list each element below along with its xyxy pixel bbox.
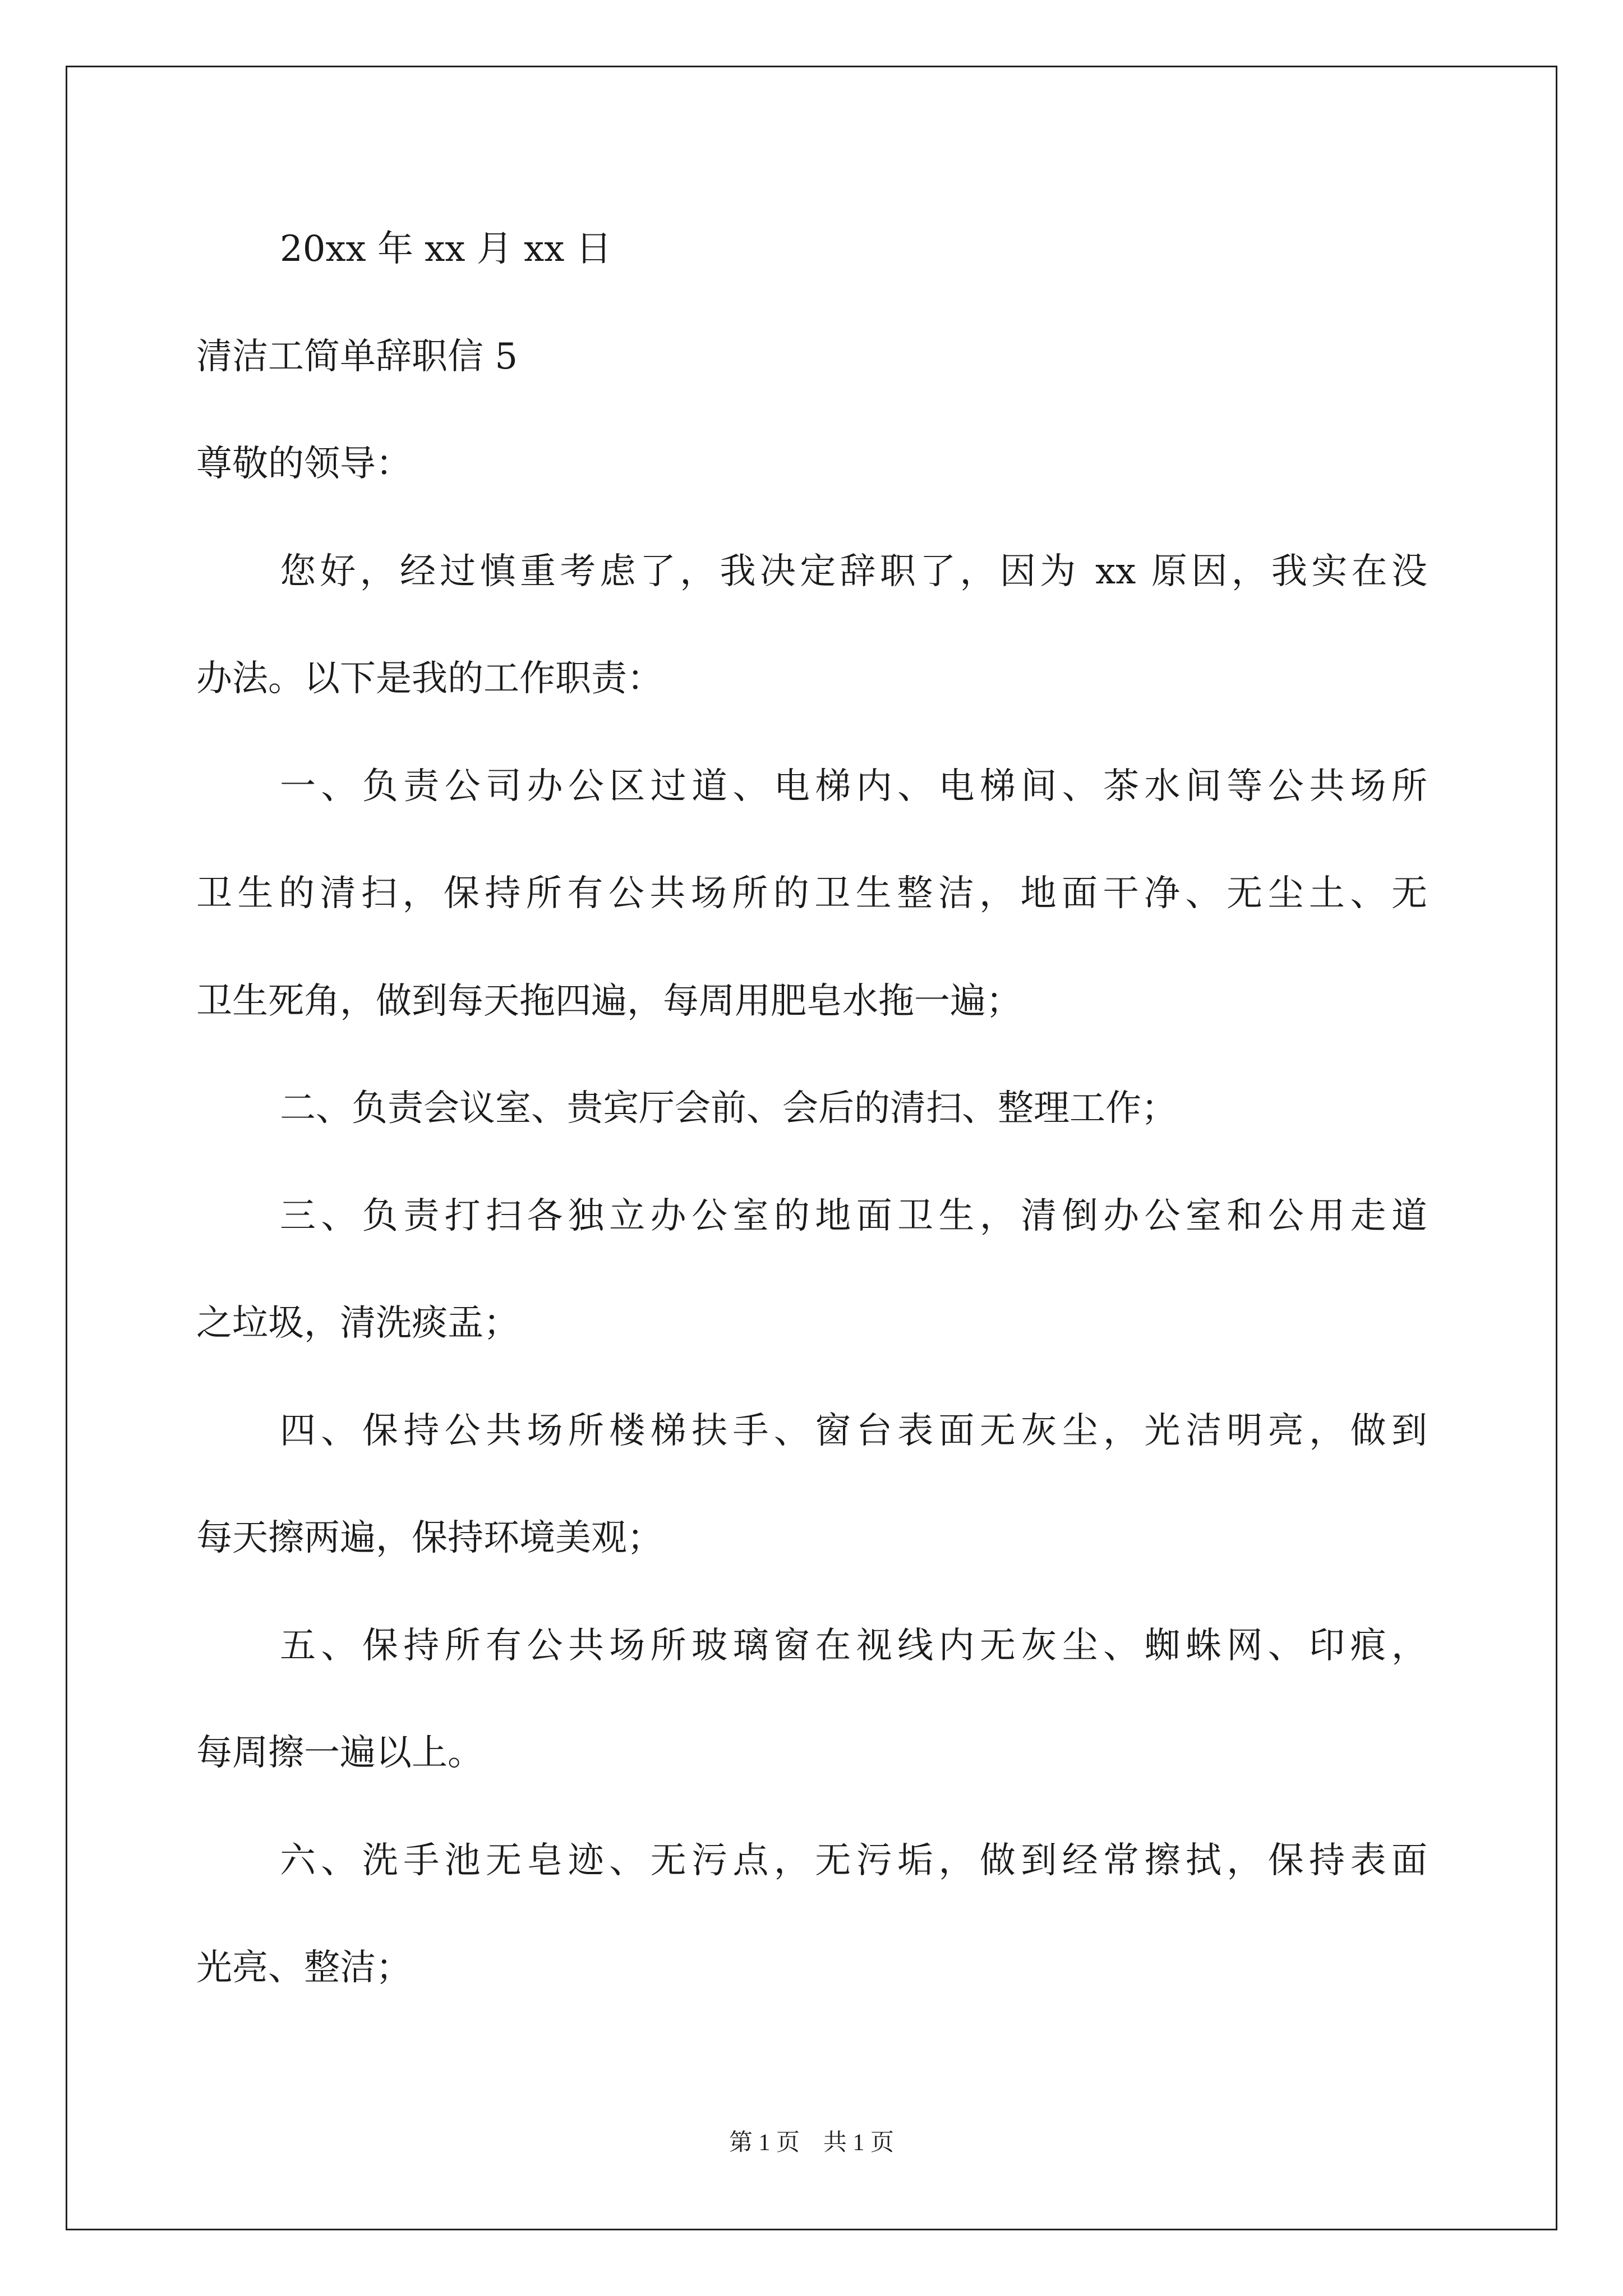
date-line: 20xx 年 xx 月 xx 日 — [280, 228, 612, 270]
paragraph-line: 二、负责会议室、贵宾厅会前、会后的清扫、整理工作； — [280, 1088, 1177, 1129]
paragraph-line: 卫生的清扫，保持所有公共场所的卫生整洁，地面干净、无尘土、无 — [196, 873, 1427, 914]
paragraph-line: 每天擦两遍，保持环境美观； — [196, 1517, 663, 1559]
paragraph-line: 之垃圾，清洗痰盂； — [196, 1303, 519, 1344]
paragraph-line: 三、负责打扫各独立办公室的地面卫生，清倒办公室和公用走道 — [280, 1195, 1427, 1237]
paragraph-line: 办法。以下是我的工作职责： — [196, 658, 663, 700]
salutation: 尊敬的领导： — [196, 443, 412, 485]
page-border — [66, 66, 1557, 2230]
paragraph-line: 一、负责公司办公区过道、电梯内、电梯间、茶水间等公共场所 — [280, 766, 1427, 807]
paragraph-line: 您好，经过慎重考虑了，我决定辞职了，因为 xx 原因，我实在没 — [280, 551, 1427, 592]
letter-title: 清洁工简单辞职信 5 — [196, 336, 518, 378]
paragraph-line: 六、洗手池无皂迹、无污点，无污垢，做到经常擦拭，保持表面 — [280, 1840, 1427, 1881]
paragraph-line: 光亮、整洁； — [196, 1947, 412, 1989]
page-footer: 第 1 页 共 1 页 — [728, 2130, 894, 2156]
paragraph-line: 卫生死角，做到每天拖四遍，每周用肥皂水拖一遍； — [196, 981, 1022, 1022]
paragraph-line: 五、保持所有公共场所玻璃窗在视线内无灰尘、蜘蛛网、印痕， — [280, 1625, 1427, 1667]
paragraph-line: 每周擦一遍以上。 — [196, 1732, 483, 1774]
paragraph-line: 四、保持公共场所楼梯扶手、窗台表面无灰尘，光洁明亮，做到 — [280, 1410, 1427, 1452]
